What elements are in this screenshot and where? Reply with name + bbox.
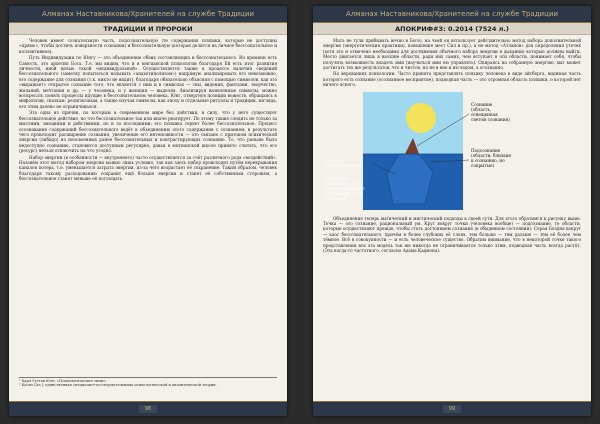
paragraph: Но верованиях психологии. Часто принято представлять психику человека в виде айсберга, видимая часть которого есть сознание (осознанное восприятие), подводная часть — это огромная область психики, о которой нет ничего ясного.: [323, 71, 581, 88]
paragraph: Мата не тули прибывать вечно в Боге), на чьей он использует действительно метод набора дополнительной энергии (энергетические практики), повышение мест Сил и пр.), а не метод «Атланов» для определения утечек (хотя это и отмечено необходимо для достижения обычного набора энергии в дыхании) которые должны выйти. Место двигается лишь в высшие области, ради них самих, чем вступает в эти области, понимает себя, чтобы получить возможность владеть ими (научиться ими ею управлять). Опираясь на собранную энергию, маг может достигать тех же результатов, что и чистое, но не в вне и взглядом, а осознанно.: [323, 38, 581, 71]
paragraph: Человек имеет сознательную часть, подсознательную (те содержания психики, которые не доступны «прямо», чтобы достичь поверхности сознания) и бессознательную (которая делится на личное бессознательное и коллективное).: [19, 38, 277, 54]
right-section-title: АПОКРИФ#3: 0.2014 (7524 л.): [313, 23, 591, 35]
paragraph: Путь Индивидуации по Юнгу — это объединение обеих составляющих и бессознательного. Из времени есть Самость, это архетип Бога. Т.е. мы видим, что и в юнгианской психологии благодаря Ей есть итог развития личности, иной целью такой «индивидуальной». Осуществляется также в процессе наличия сведений бессознательного (заметку попытаться называть «анахетиполизом») напрямую анализировать его невозможно, его содержание для сознания (т.к. никто не видит), благодаря обязательно объясняя с помощью символов, как это «выражает» открытое сознание того, что является с ним и в символах — сны, видения, фантазии, творчество, желаний, мечтания и др. — у человека, и у женщин — выделяя. Анализируя выявленные символы, можно воскресать понять процессы идущие в бессознательном человека. Юнг, отвергнув позиции вожеств, обращаясь к мифологии, сказкам, религиозным, а также изучая символы, как эпоху и отдельные ритуалы и традиции, взгляда, его этим далеко не ограничивался.: [19, 55, 277, 109]
label-conscious: Сознание (область, освещенная светом сознания): [471, 101, 510, 122]
right-body-text: [313, 35, 591, 254]
paragraph: Эта одна из причин, по которым в современном мире без действия, в силу, что у него существует бессознательное действие, но что бессознательное так или иначе реагирует. По этому также следить не только за мыслями, эмоциями и действиями, но и за последними: его психика теряет более бессознательное. Процесс осознавания содержаний бессознательного ведёт к объединению этого содержания с сознанием, в результате чего происходит расширение сознания, увеличение его интенсивности — это связано с притоком психической энергии (либидо) из неосвоенных ранее бессознательных и контрастирующих сознанию. То, что раньше было недоступно сознанию, становится доступным регулярно, давая в юнгианской школе принято считать, что его (ресурс) нельзя отключить на что угодно.: [19, 110, 277, 154]
left-body-text: [9, 35, 287, 182]
right-page-header: Алманах Наставникова/Хранителей на службе Традиции: [313, 6, 591, 23]
iceberg-illustration: [343, 92, 563, 212]
label-personal-unconscious: Личное бессознательное: [325, 157, 363, 168]
left-section-title: ТРАДИЦИИ И ПРОРОКИ: [9, 23, 287, 35]
footnotes: [19, 377, 277, 388]
paragraph: Набор энергии (в особенности — внутреннего) часто осуществляется за счёт различного рода «воздействий». Назовём этот метод набором энергии можно лишь условно, так как здесь набор происходит путём перекрывания каналов потерь, т.е. уменьшается затрата энергии, из-за чего возрастает её сохранение. Таким образом, человек благодаря такому расходованию сохранит ещё больше энергии и станет её собственным сторожем, а бессознательное станет меньше её поглощать.: [19, 154, 277, 182]
iceberg-diagram: [325, 92, 563, 212]
left-page-footer: [9, 401, 287, 416]
right-page: [313, 6, 591, 416]
left-page: [9, 6, 287, 416]
right-page-footer: [313, 401, 591, 416]
label-collective-unconscious: Всё более глубокие слои бессознательного (глубинные слои психики): [325, 175, 365, 201]
footnote: ² Касиэ (Ал.), единственная специалист-исследовательница психологической и аналитической теории.: [19, 383, 217, 388]
left-page-header: Алманах Наставникова/Хранителей на службе Традиции: [9, 6, 287, 23]
page-number: 98: [139, 405, 157, 413]
sun-shape: [406, 103, 436, 133]
label-subconscious: Подсознание (области, близкие к сознанию, но сокрытые): [471, 147, 512, 168]
footnote: ¹ Карл Густав Юнг, «Психологические типы».: [19, 378, 107, 383]
page-number: 99: [443, 405, 461, 413]
paragraph: Объединение теперь магический и мистический подходы к своей сути. Для этого обратимся к рисунку выше. Точка — это сознание, рациональный ум. Круг вокруг точки (человека вообще) — подсознание, те области, которые осуществляют прежде, чтобы стать достоянием сознания (в обыденном состоянии). Серая Бездна вокруг — хаос бессознательного, причём в более глубоких её слоях, тем больше — тем дальше — тем её более чем тёмное. Всё в совокупности — и есть человеческое существо. Обратим внимание, что в некоторой точке такого представления вся эта модель так же никогда не ограничивается только этим, подводная часть всегда растёт. (Эта когда-то частотного, согласно Адама Кадмона).: [323, 215, 581, 254]
